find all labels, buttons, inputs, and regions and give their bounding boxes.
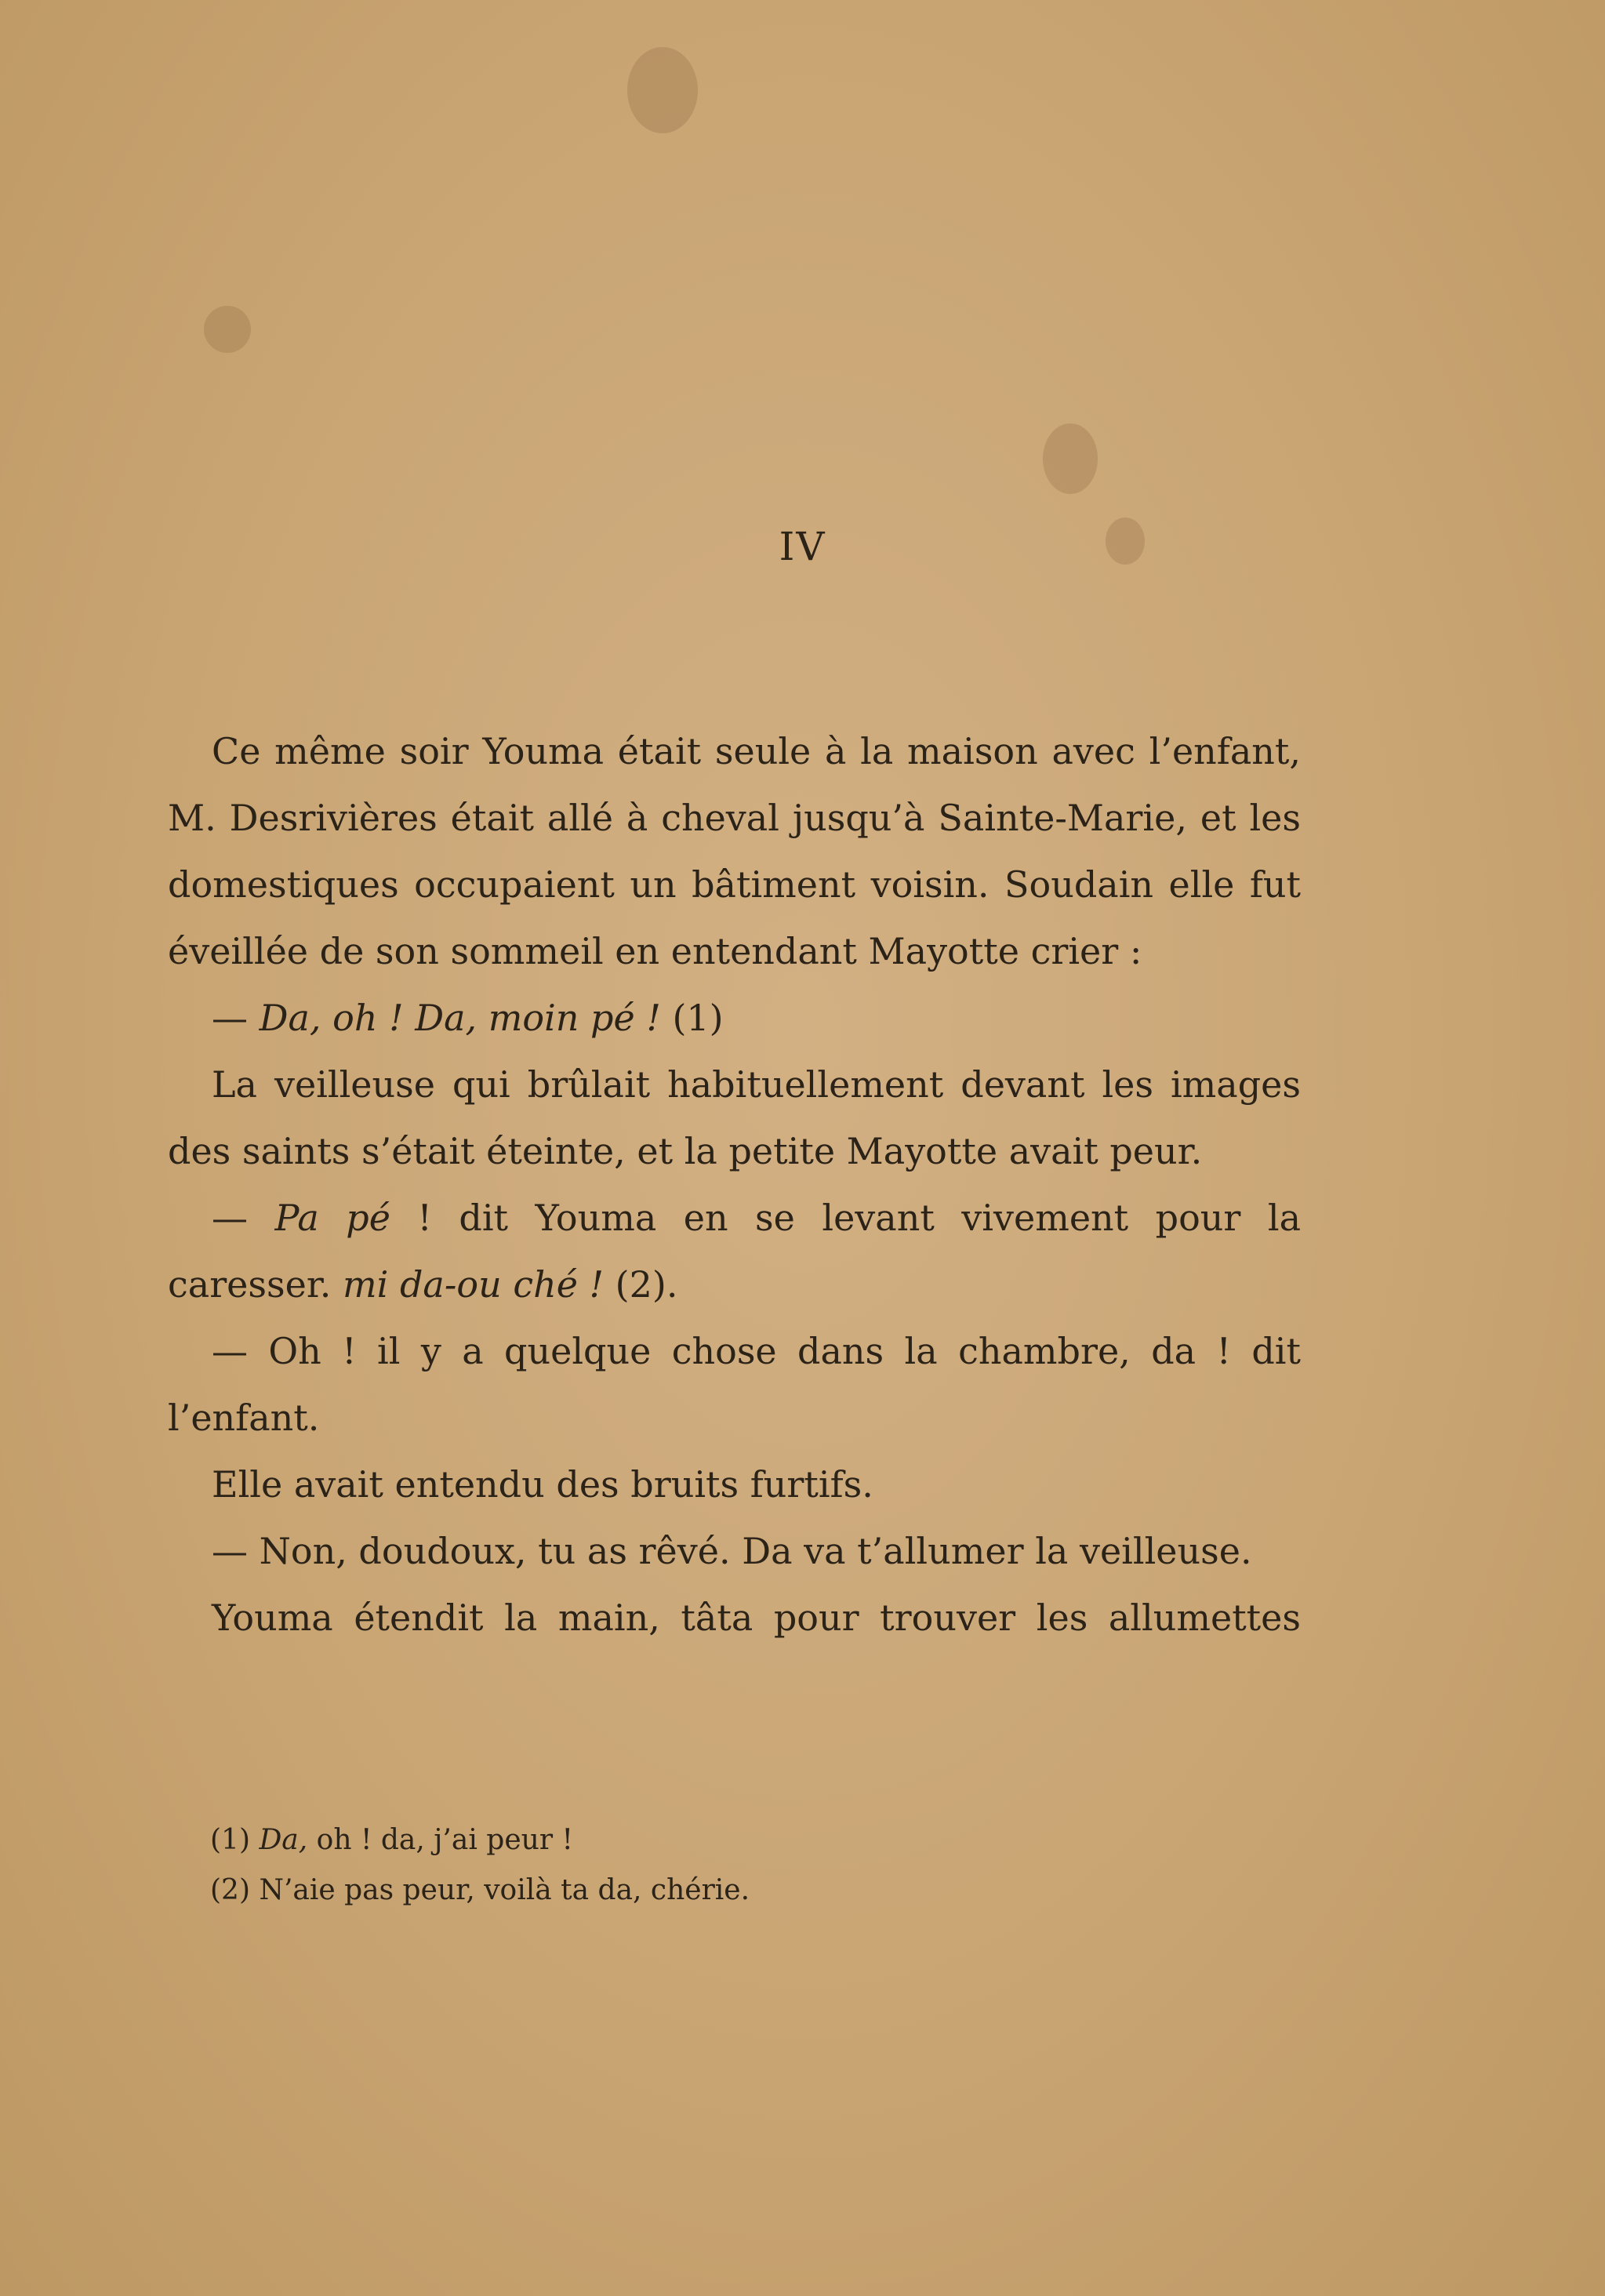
paper-stain xyxy=(627,47,698,133)
paragraph: La veilleuse qui brûlait habituellement devant les images des saints s’était éteinte, et la petite Mayotte avait peur. xyxy=(168,1063,1301,1172)
paragraph: Ce même soir Youma était seule à la maison avec l’enfant, M. Desrivières était allé à cheval jusqu’à Sainte-Marie, et les domestiques occupaient un bâtiment voisin. Soudain elle fut éveillée de son sommeil en entendant Mayotte crier : xyxy=(168,730,1301,972)
paper-stain xyxy=(204,306,251,353)
chapter-heading: IV xyxy=(779,524,826,569)
footnotes xyxy=(210,1815,750,1916)
dialogue-line: — Non, doudoux, tu as rêvé. Da va t’allumer la veilleuse. xyxy=(212,1530,1252,1572)
dialogue-line: — Oh ! il y a quelque chose dans la chambre, da ! dit l’enfant. xyxy=(168,1330,1301,1439)
paragraph: Youma étendit la main, tâta pour trouver les allumettes xyxy=(212,1597,1301,1639)
footnote: (1) Da, oh ! da, j’ai peur ! xyxy=(210,1824,573,1856)
paper-stain xyxy=(1043,423,1098,494)
footnote: (2) N’aie pas peur, voilà ta da, chérie. xyxy=(210,1874,750,1906)
paragraph: Elle avait entendu des bruits furtifs. xyxy=(212,1463,873,1506)
dialogue-line: — Da, oh ! Da, moin pé ! (1) xyxy=(212,997,724,1039)
body-text xyxy=(168,718,1301,1651)
dialogue-line: — Pa pé ! dit Youma en se levant vivement pour la caresser. mi da-ou ché ! (2). xyxy=(168,1197,1302,1306)
